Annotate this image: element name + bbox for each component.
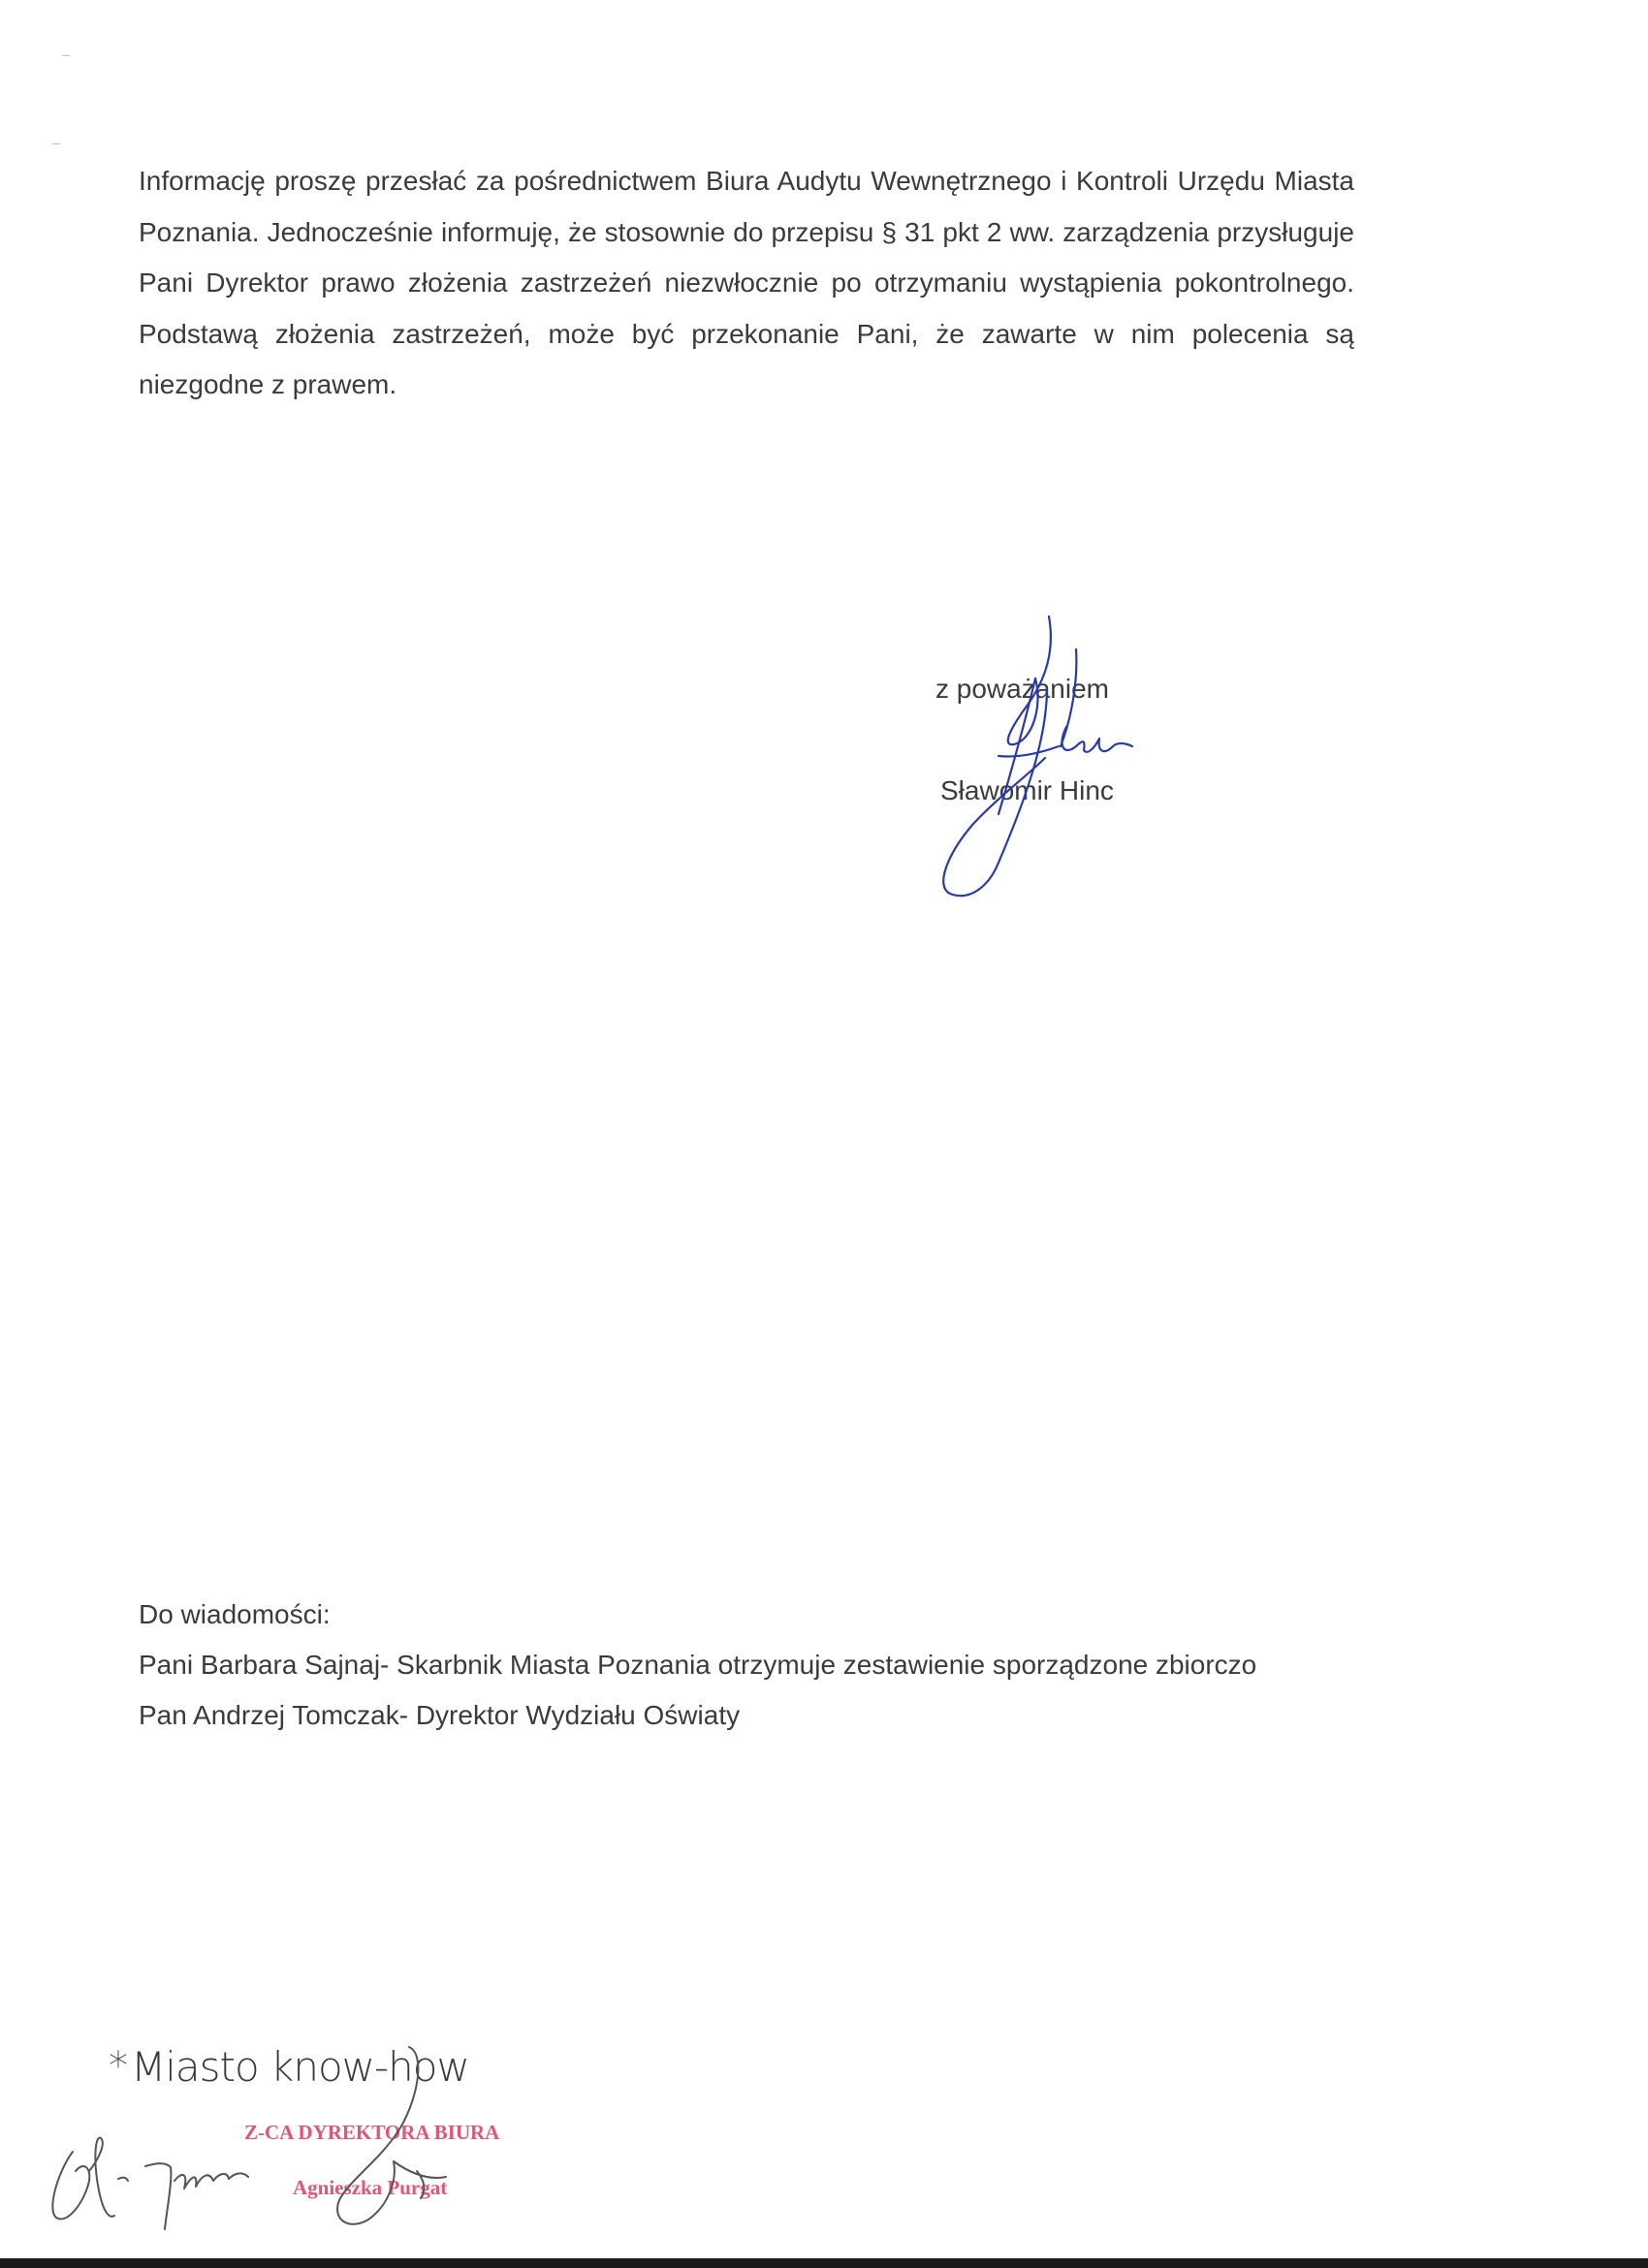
recipient-1: Pani Barbara Sajnaj- Skarbnik Miasta Poznania otrzymuje zestawienie sporządzone zbiorczo [139,1650,1257,1680]
signer-name: Sławomir Hinc [940,775,1114,805]
signature-icon [931,611,1144,906]
scan-mark [62,55,70,56]
scan-bottom-edge [0,2258,1648,2268]
handwritten-note-icon [29,2026,553,2249]
scan-mark [52,143,60,144]
recipient-2: Pan Andrzej Tomczak- Dyrektor Wydziału Oświaty [139,1700,741,1730]
distribution-heading: Do wiadomości: [139,1599,331,1629]
stamp-title: Z-CA DYREKTORA BIURA [244,2121,500,2144]
letter-body: Informację proszę przesłać za pośrednictwem Biura Audytu Wewnętrznego i Kontroli Urzędu Miasta Poznania. Jednocześnie informuję, że stosownie do przepisu § 31 pkt 2 ww. zarządzenia przysługuje Pani Dyrektor prawo złożenia zastrzeżeń niezwłocznie po otrzymaniu wystąpienia pokontrolnego. Podstawą złożenia zastrzeżeń, może być przekonanie Pani, że zawarte w nim polecenia są niezgodne z prawem. [139,166,1354,399]
logo-text: Miasto know-how [131,2043,469,2091]
distribution-list [139,1590,1496,1741]
asterisk-icon: * [109,2044,127,2089]
closing-phrase: z poważaniem [935,674,1109,704]
stamp-name: Agnieszka Purgat [293,2176,448,2199]
